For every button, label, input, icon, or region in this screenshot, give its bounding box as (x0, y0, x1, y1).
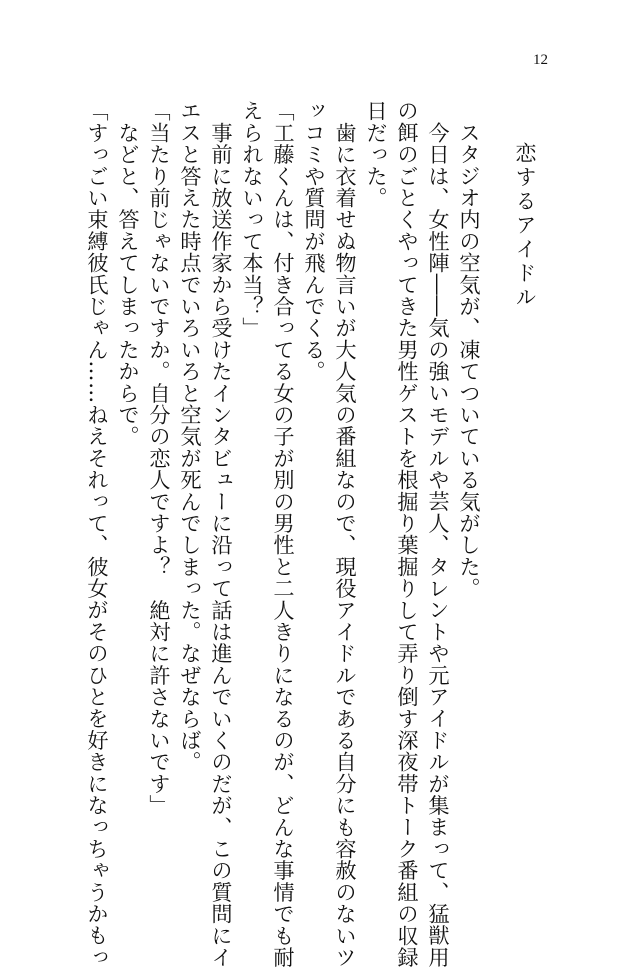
text-line: 歯に衣着せぬ物言いが大人気の番組なので、現役アイドルである自分にも容赦のないツ (333, 100, 358, 968)
text-line: 事前に放送作家から受けたインタビューに沿って話は進んでいくのだが、この質問にイ (209, 100, 234, 968)
text-line: ッコミや質問が飛んでくる。 (302, 100, 327, 383)
text-line: エスと答えた時点でいろいろと空気が死んでしまった。なぜならば。 (178, 100, 203, 773)
text-line: 今日は、女性陣――気の強いモデルや芸人、タレントや元アイドルが集まって、猛獣用 (426, 100, 451, 968)
text-line: えられないって本当？」 (240, 100, 265, 339)
text-line: などと、答えてしまったからで。 (116, 100, 141, 448)
text-line: スタジオ内の空気が、凍てついている気がした。 (457, 100, 482, 600)
text-line: 「当たり前じゃないですか。自分の恋人ですよ？ 絶対に許さないです」 (147, 100, 172, 817)
text-line: 「すっごい束縛彼氏じゃん……ねえそれって、彼女がそのひとを好きになっちゃうかもっ (85, 100, 110, 968)
body-text (82, 100, 485, 968)
text-line: の餌のごとくやってきた男性ゲストを根掘り葉掘りして弄り倒す深夜帯トーク番組の収録 (395, 100, 420, 968)
text-line: 日だった。 (364, 100, 389, 209)
chapter-title: 恋するアイドル (513, 142, 537, 310)
page-number: 12 (533, 52, 548, 68)
text-line: 「工藤くんは、付き合ってる女の子が別の男性と二人きりになるのが、どんな事情でも耐 (271, 100, 296, 968)
